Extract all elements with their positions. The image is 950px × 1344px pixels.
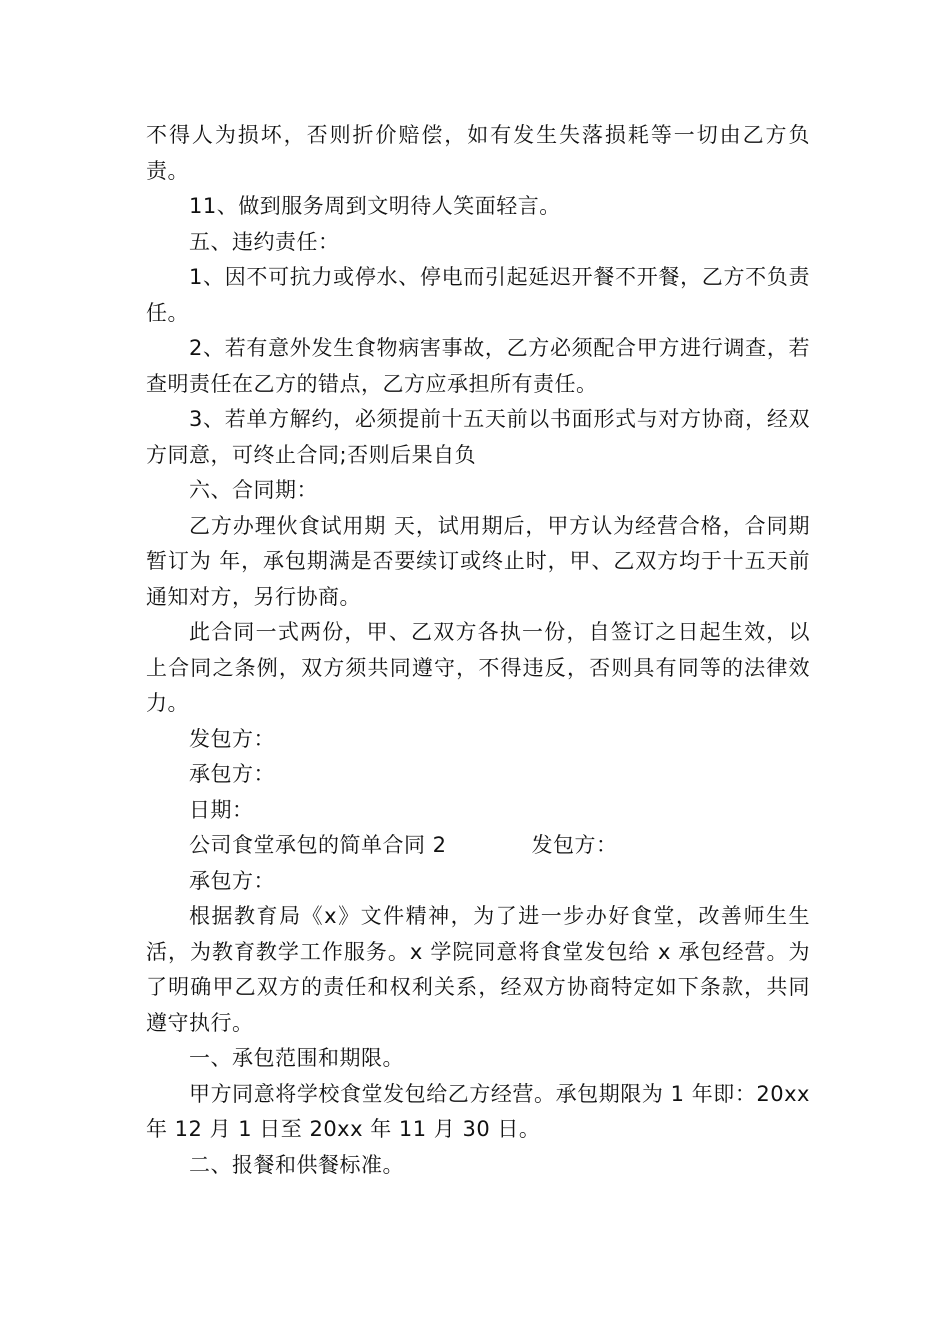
document-title: 公司食堂承包的简单合同 2 xyxy=(189,833,447,857)
paragraph: 1、因不可抗力或停水、停电而引起延迟开餐不开餐，乙方不负责任。 xyxy=(146,265,810,325)
section-heading: 六、合同期： xyxy=(189,478,318,502)
section-heading: 一、承包范围和期限。 xyxy=(189,1046,404,1070)
paragraph: 2、若有意外发生食物病害事故，乙方必须配合甲方进行调查，若查明责任在乙方的错点，乙方应承担所有责任。 xyxy=(146,336,810,396)
paragraph: 不得人为损坏，否则折价赔偿，如有发生失落损耗等一切由乙方负责。 xyxy=(146,123,810,183)
paragraph: 根据教育局《x》文件精神，为了进一步办好食堂，改善师生生活，为教育教学工作服务。x 学院同意将食堂发包给 x 承包经营。为了明确甲乙双方的责任和权利关系，经双方协商特定如下条款，共同遵守执行。 xyxy=(146,904,810,1035)
document-title-line xyxy=(146,828,810,864)
document-body xyxy=(146,118,810,1183)
signature-line-contractor: 承包方： xyxy=(189,762,275,786)
paragraph: 乙方办理伙食试用期 天，试用期后，甲方认为经营合格，合同期暂订为 年，承包期满是否要续订或终止时，甲、乙双方均于十五天前通知对方，另行协商。 xyxy=(146,513,810,609)
paragraph: 3、若单方解约，必须提前十五天前以书面形式与对方协商，经双方同意，可终止合同;否则后果自负 xyxy=(146,407,810,467)
section-heading: 五、违约责任： xyxy=(189,229,340,254)
paragraph: 此合同一式两份，甲、乙双方各执一份，自签订之日起生效，以上合同之条例，双方须共同遵守，不得违反，否则具有同等的法律效力。 xyxy=(146,620,810,715)
paragraph: 甲方同意将学校食堂发包给乙方经营。承包期限为 1 年即：20xx 年 12 月 1 日至 20xx 年 11 月 30 日。 xyxy=(146,1081,810,1141)
signature-line-contractor-issuer: 发包方： xyxy=(531,833,618,857)
paragraph: 11、做到服务周到文明待人笑面轻言。 xyxy=(189,194,561,218)
section-heading: 二、报餐和供餐标准。 xyxy=(189,1152,404,1177)
signature-line-date: 日期： xyxy=(189,797,254,822)
signature-line-contractor: 承包方： xyxy=(189,868,275,893)
signature-line-contractor-issuer: 发包方： xyxy=(189,726,275,751)
